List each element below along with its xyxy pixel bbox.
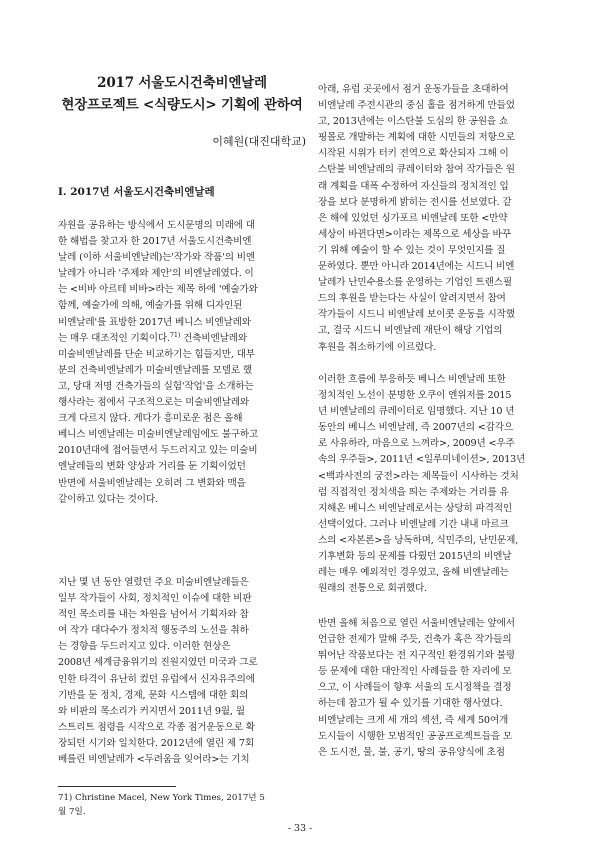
text-line: 으고, 이 사례들이 향후 서울의 도시정책을 결정 <box>318 682 512 694</box>
text-line: 선택이었다. 그러나 비엔날레 기간 내내 마르크 <box>318 518 509 530</box>
text-line: 레는 매우 예외적인 경우였고, 올해 비엔날레는 <box>318 567 509 579</box>
title-line-2: 현장프로젝트 <식량도시> 기획에 관하여 <box>61 97 303 113</box>
text-line: 문하였다. 뿐만 아니라 2014년에는 시드니 비엔 <box>318 261 515 273</box>
text-line: 스트리트 점령을 시작으로 각종 점거운동으로 확 <box>58 721 255 733</box>
text-line: 고, 당대 저명 건축가들의 실험'작업'을 소개하는 <box>58 380 254 392</box>
text-line: 기반을 둔 정치, 경제, 문화 시스템에 대한 회의 <box>58 689 249 701</box>
text-line-with-footnote <box>58 331 306 347</box>
text-line: <백과사전의 궁전>라는 제목들이 시사하는 것처 <box>318 470 519 482</box>
text-line: 세상이 바뀐다면>이라는 제목으로 세상을 바꾸 <box>318 228 511 240</box>
text-line: 반면 올해 처음으로 열린 서울비엔날레는 앞에서 <box>318 618 515 629</box>
text-line: 비엔날레는 크게 세 개의 섹션, 즉 세계 50여개 <box>318 714 509 726</box>
text-line: 원래의 전통으로 회귀했다. <box>318 583 427 595</box>
text-line: 같이하고 있다는 것이다. <box>58 493 158 505</box>
text-line: 는 경향을 두드러지고 있다. 이러한 현상은 <box>58 641 231 653</box>
right-paragraph-1 <box>318 82 562 356</box>
text-line: 동안의 베니스 비엔날레, 즉 2007년의 <감각으 <box>318 422 513 434</box>
text-line: 언급한 전제가 말해 주듯, 건축가 혹은 작가들의 <box>318 634 512 646</box>
text-line: 기 위해 예술이 할 수 있는 것이 무엇인지를 질 <box>318 244 506 256</box>
text-line: 인한 타격이 유난히 컸던 유럽에서 신자유주의에 <box>58 673 255 685</box>
text-line: 날레 (이하 서울비엔날레)는'작가와 작품'의 비엔 <box>58 252 255 264</box>
text-line: 크게 다르지 않다. 게다가 흥미로운 점은 올해 <box>58 413 243 425</box>
text-line: 일부 작가들이 사회, 정치적인 이슈에 대한 비판 <box>58 593 252 605</box>
text-line: 와 비판의 목소리가 커지면서 2011년 9월, 월 <box>58 705 245 717</box>
text-line: 은 도시전, 물, 불, 공기, 땅의 공유양식에 초점 <box>318 746 505 758</box>
article-title <box>58 72 306 116</box>
text-line: 럼 직접적인 정치색을 띄는 주제와는 거리를 유 <box>318 486 509 498</box>
text-line: 여 작가 대다수가 정치적 행동주의 노선을 취하 <box>58 625 249 637</box>
text-line: 반면에 서울비엔날레는 오히려 그 변화와 맥을 <box>58 477 246 489</box>
text-line: 후원을 취소하기에 이르렀다. <box>318 341 437 353</box>
text-line: 지난 몇 년 동안 열렸던 주요 미술비엔날레들은 <box>58 577 249 588</box>
text-line: 베니스 비엔날레는 미술비엔날레임에도 불구하고 <box>58 429 259 441</box>
text-line: 고, 결국 시드니 비엔날레 재단이 해당 기업의 <box>318 325 503 337</box>
footnote <box>58 791 306 819</box>
text-line: 적인 목소리를 내는 차원을 넘어서 기획자와 참 <box>58 609 249 621</box>
text-line: 등 문제에 대한 대안적인 사례들을 한 자리에 모 <box>318 666 512 678</box>
text-line: 작가들이 시드니 비엔날레 보이콧 운동을 시작했 <box>318 309 515 321</box>
footnote-line-1: 71) Christine Macel, New York Times, 2017년 5 <box>58 793 265 803</box>
right-paragraph-2 <box>318 372 562 597</box>
text-line: 스의 <자본론>을 낭독하며, 식민주의, 난민문제, <box>318 534 519 546</box>
text-line: 지해온 베니스 비엔날레로서는 상당히 파격적인 <box>318 502 512 514</box>
text-line: 는 <비바 아르테 비바>라는 제목 하에 '예술가와 <box>58 284 258 296</box>
section-heading: I. 2017년 서울도시건축비엔날레 <box>58 186 215 198</box>
text-line: 자원을 공유하는 방식에서 도시문명의 미래에 대 <box>58 220 255 231</box>
text-line: 비엔날레 주전시관의 중심 홀을 점거하게 만들었 <box>318 100 515 112</box>
page-number: - 33 - <box>287 823 313 834</box>
text-line: 장되던 시기와 일치한다. 2012년에 열린 제 7회 <box>58 737 254 749</box>
text-line: 하는데 참고가 될 수 있기를 기대한 행사였다. <box>318 698 503 710</box>
text-line: 기후변화 등의 문제를 다뤘던 2015년의 비엔날 <box>318 551 512 563</box>
text-line: 스탄불 비엔날레의 큐레이터와 참여 작가들은 원 <box>318 164 515 176</box>
left-paragraph-1 <box>58 218 306 508</box>
footnote-divider <box>58 786 176 787</box>
text-line: 로 사유하라, 마음으로 느껴라>, 2009년 <우주 <box>318 438 515 450</box>
text-line: 한 해법을 찾고자 한 2017년 서울도시건축비엔 <box>58 236 252 248</box>
text-line: 은 해에 있었던 싱가포르 비엔날레 또한 <만약 <box>318 212 508 224</box>
text-line: 뛰어난 작품보다는 전 지구적인 환경위기와 불평 <box>318 650 515 662</box>
text-line: 베를린 비엔날레가 <두려움을 잊어라>는 기치 <box>58 754 250 766</box>
text-line: 비엔날레'를 표방한 2017년 베니스 비엔날레와 <box>58 316 251 328</box>
text-line: 래 계획을 대폭 수정하여 자신들의 정치적인 입 <box>318 180 509 192</box>
text-line: 년 비엔날레의 큐레이터로 임명했다. 지난 10 년 <box>318 406 515 418</box>
text-line: 도시들이 시행한 모범적인 공공프로젝트들을 모 <box>318 730 512 742</box>
text-line: 엔날레들의 변화 양상과 거리를 둔 기획이었던 <box>58 461 246 473</box>
text-segment: 건축비엔날레와 <box>180 332 247 344</box>
text-line: 분의 건축비엔날레가 미술비엔날레를 모델로 했 <box>58 364 252 376</box>
text-segment: 는 매우 대조적인 기획이다. <box>58 332 170 344</box>
title-line-1: 2017 서울도시건축비엔날레 <box>97 75 267 91</box>
text-line: 함께, 예술가에 의해, 예술가를 위해 디자인된 <box>58 300 243 312</box>
text-line: 드의 후원을 받는다는 사실이 알려지면서 참여 <box>318 293 506 305</box>
text-line: 시작된 시위가 터키 전역으로 확산되자 그해 이 <box>318 148 509 160</box>
text-line: 정치적인 노선이 분명한 오쿠이 엔위저를 2015 <box>318 390 512 402</box>
text-line: 장을 보다 분명하게 밝히는 전시를 선보였다. 같 <box>318 196 512 208</box>
right-paragraph-3 <box>318 616 562 761</box>
text-line: 날레가 아니라 '주제와 제안'의 비엔날레였다. 이 <box>58 268 254 280</box>
text-line: 핑몰로 개발하는 계획에 대한 시민들의 저항으로 <box>318 132 515 144</box>
left-paragraph-2 <box>58 575 306 768</box>
author-affiliation: 이혜원(대진대학교) <box>212 135 306 148</box>
footnote-line-2: 월 7일. <box>58 807 86 817</box>
text-line: 이러한 흐름에 부응하듯 베니스 비엔날레 또한 <box>318 374 506 385</box>
footnote-reference[interactable]: 71) <box>169 330 181 339</box>
text-line: 행사라는 점에서 구조적으로는 미술비엔날레와 <box>58 397 250 409</box>
text-line: 고, 2013년에는 이스탄불 도심의 한 공원을 쇼 <box>318 116 508 128</box>
text-line: 날레가 난민수용소를 운영하는 기업인 트랜스필 <box>318 277 512 289</box>
text-line: 2010년대에 접어들면서 두드러지고 있는 미술비 <box>58 445 258 457</box>
text-line: 속의 우주들>, 2011년 <일루미네이션>, 2013년 <box>318 454 526 466</box>
text-line: 아래, 유럽 곳곳에서 점거 운동가들을 초대하여 <box>318 84 509 95</box>
text-line: 2008년 세계금융위기의 진원지였던 미국과 그로 <box>58 657 258 669</box>
text-line: 미술비엔날레를 단순 비교하기는 힘들지만, 대부 <box>58 348 255 360</box>
